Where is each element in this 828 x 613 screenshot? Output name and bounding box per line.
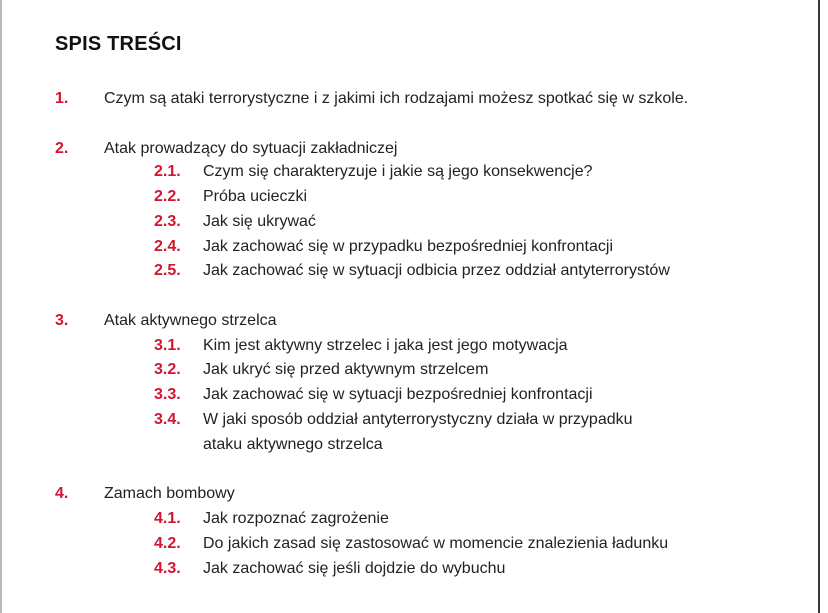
item-title: Czym się charakteryzuje i jakie są jego konsekwencje? [203,163,593,180]
item-title: Do jakich zasad się zastosować w momencie znalezienia ładunku [203,535,669,552]
item-number: 3.3. [154,386,181,403]
item-title: Jak zachować się w sytuacji odbicia przez oddział antyterrorystów [203,262,670,279]
item-number: 4.3. [154,560,181,577]
section-number: 3. [55,312,69,329]
item-number: 3.4. [154,411,181,428]
section-title: Czym są ataki terrorystyczne i z jakimi ich rodzajami możesz spotkać się w szkole. [104,90,689,107]
item-title: Jak zachować się jeśli dojdzie do wybuchu [203,560,506,577]
section-title: Atak prowadzący do sytuacji zakładniczej [104,140,398,157]
item-title: Jak się ukrywać [203,213,316,230]
item-number: 2.2. [154,188,181,205]
item-number: 4.2. [154,535,181,552]
item-title: Jak rozpoznać zagrożenie [203,510,389,527]
item-title: Jak zachować się w przypadku bezpośredniej konfrontacji [203,238,613,255]
section-number: 2. [55,140,69,157]
item-title: Próba ucieczki [203,188,308,205]
item-title-continued: ataku aktywnego strzelca [203,436,383,453]
section-number: 4. [55,485,69,502]
right-border [818,0,820,613]
page-title: SPIS TREŚCI [55,33,182,55]
item-number: 2.5. [154,262,181,279]
section-title: Zamach bombowy [104,485,235,502]
item-number: 3.2. [154,361,181,378]
item-number: 2.4. [154,238,181,255]
item-title: Kim jest aktywny strzelec i jaka jest jego motywacja [203,337,568,354]
left-border [0,0,2,613]
section-number: 1. [55,90,69,107]
item-title: Jak zachować się w sytuacji bezpośredniej konfrontacji [203,386,593,403]
section-title: Atak aktywnego strzelca [104,312,277,329]
item-number: 2.1. [154,163,181,180]
item-number: 2.3. [154,213,181,230]
item-title: W jaki sposób oddział antyterrorystyczny działa w przypadku [203,411,633,428]
item-number: 4.1. [154,510,181,527]
item-title: Jak ukryć się przed aktywnym strzelcem [203,361,489,378]
item-number: 3.1. [154,337,181,354]
